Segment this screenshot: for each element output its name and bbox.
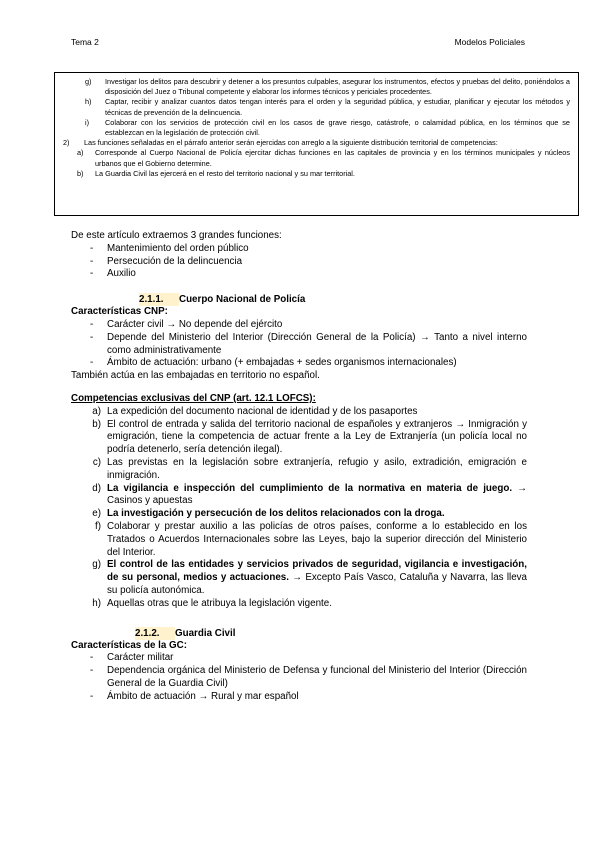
section-title: Guardia Civil [175,627,236,639]
section-number: 2.1.1. [139,293,179,306]
law-item-g: g) Investigar los delitos para descubrir y detener a los presuntos culpables, asegurar los instrumentos, efectos y pruebas del delito, poniéndolos a disposición del Juez o Tribunal competente y elaborar los informes técnicos y periciales procedentes. [85,77,570,97]
list-item: - Carácter civil → No depende del ejército [90,318,283,330]
cnp-competences-list [71,406,527,611]
list-item: - Persecución de la delincuencia [90,255,243,267]
cnp-features-heading: Características CNP: [71,306,168,318]
header-title: Modelos Policiales [454,37,525,47]
section-number: 2.1.2. [135,627,175,640]
list-item: - Ámbito de actuación: urbano (+ embajadas + sedes organismos internacionales) [90,357,457,369]
list-item: e) La investigación y persecución de los delitos relacionados con la droga. [92,508,445,520]
law-item-h: h) Captar, recibir y analizar cuantos datos tengan interés para el orden y la seguridad pública, y estudiar, planificar y ejecutar los métodos y técnicas de prevención de la delincuencia. [85,97,570,117]
list-item: b) El control de entrada y salida del territorio nacional de españoles y extranjeros → Inmigración y emigración, tiene la competencia de actuar frente a la Ley de Extranjería (un policía local no podría detenerlo, sería detención ilegal). [92,418,527,456]
law-item-2: 2) Las funciones señaladas en el párrafo anterior serán ejercidas con arreglo a la siguiente distribución territorial de competencias: [63,138,498,148]
list-item: - Mantenimiento del orden público [90,242,249,254]
list-item: c) Las previstas en la legislación sobre extranjería, refugio y asilo, extradición, emigración e inmigración. [92,456,527,481]
intro-list [71,243,527,281]
document-body [71,230,527,704]
list-item: f) Colaborar y prestar auxilio a las policías de otros países, conforme a lo establecido en los Tratados o Acuerdos Internacionales sobre las Leyes, bajo la superior dirección del Ministerio del Interior. [95,520,527,558]
list-item: g) El control de las entidades y servicios privados de seguridad, vigilancia e investigación, de su personal, medios y actuaciones. → Excepto País Vasco, Cataluña y Navarra, las lleva su policía autonómica. [92,559,527,596]
law-item-2b: b) La Guardia Civil las ejercerá en el resto del territorio nacional y su mar territorial. [77,168,355,178]
page-header [71,37,525,47]
list-item: - Carácter militar [90,652,174,664]
section-heading-cnp [71,293,527,306]
header-topic: Tema 2 [71,37,99,47]
law-item-i: i) Colaborar con los servicios de protección civil en los casos de grave riesgo, catástrofe, o calamidad pública, en los términos que se establezcan en la legislación de protección civil. [85,117,570,138]
gc-features-heading: Características de la GC: [71,639,187,651]
list-item: a) La expedición del documento nacional de identidad y de los pasaportes [92,405,418,417]
quoted-law-box [54,72,579,216]
section-heading-gc [71,627,527,640]
intro-text: De este artículo extraemos 3 grandes funciones: [71,230,282,241]
law-item-2a: a) Corresponde al Cuerpo Nacional de Policía ejercitar dichas funciones en las capitales de provincia y en los términos municipales y núcleos urbanos que el Gobierno determine. [77,148,570,168]
list-item: - Depende del Ministerio del Interior (Dirección General de la Policía) → Tanto a nivel interno como administrativamente [90,331,527,356]
list-item: - Dependencia orgánica del Ministerio de Defensa y funcional del Ministerio del Interior (Dirección General de la Guardia Civil) [90,665,527,689]
list-item: - Auxilio [90,268,136,280]
gc-features-list [71,652,527,703]
list-item: d) La vigilancia e inspección del cumplimiento de la normativa en materia de juego. → Casinos y apuestas [92,482,527,507]
list-item: h) Aquellas otras que le atribuya la legislación vigente. [92,597,332,609]
cnp-competences-heading: Competencias exclusivas del CNP (art. 12.1 LOFCS): [71,392,316,404]
cnp-features-list [71,319,527,370]
cnp-note: También actúa en las embajadas en territorio no español. [71,370,320,382]
section-title: Cuerpo Nacional de Policía [179,294,306,306]
list-item: - Ámbito de actuación → Rural y mar español [90,690,299,702]
